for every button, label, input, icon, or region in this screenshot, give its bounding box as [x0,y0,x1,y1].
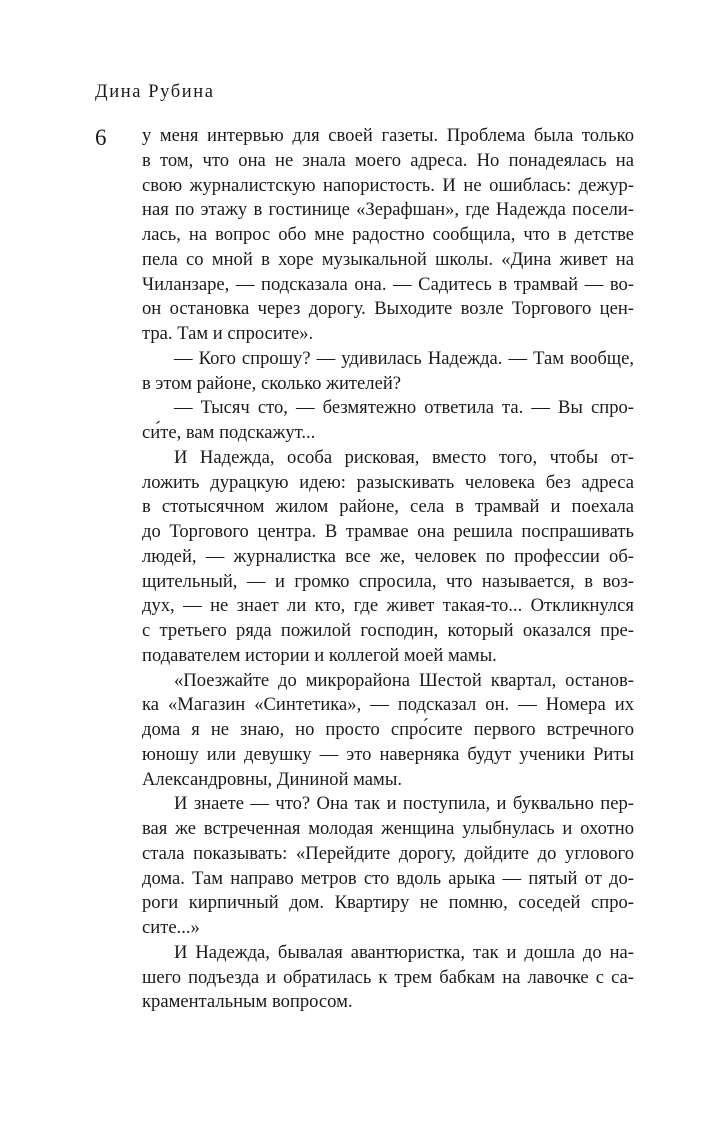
text-line: — Кого спрошу? — удивилась Надежда. — Там вообще, [174,347,634,369]
text-line: щительный, — и громко спросила, что называется, в воз- [142,570,634,592]
text-line: — Тысяч сто, — безмятежно ответила та. — Вы спро- [174,397,634,419]
text-line: людей, — журналистка все же, человек по профессии об- [142,545,634,567]
text-line: юношу или девушку — это наверняка будут ученики Риты [142,743,634,765]
text-line: в стотысячном жилом районе, села в трамвай и поехала [142,496,634,518]
text-line: свою журналистскую напористость. И не ошиблась: дежур- [142,174,634,196]
text-line: краментальным вопросом. [142,991,353,1013]
text-line: сите...» [142,917,200,938]
text-line: подавателем истории и коллегой моей мамы. [142,644,497,666]
text-line: он остановка через дорогу. Выходите возле Торгового цен- [142,298,634,320]
text-line: дух, — не знает ли кто, где живет такая-то... Откликнулся [142,595,634,617]
text-line: шего подъезда и обратилась к трем бабкам на лавочке с са- [142,966,634,988]
text-line: Александровны, Дининой мамы. [142,768,402,790]
text-line: с третьего ряда пожилой господин, который оказался пре- [142,620,634,641]
text-line: в этом районе, сколько жителей? [142,372,402,394]
text-line: до Торгового центра. В трамвае она решила поспрашивать [142,521,634,542]
text-line: «Поезжайте до микрорайона Шестой квартал, останов- [174,669,634,691]
text-line: ка «Магазин «Синтетика», — подсказал он. — Номера их [142,694,634,716]
text-line: дома я не знаю, но просто спро́сите первого встречного [142,719,634,740]
text-line: в том, что она не знала моего адреса. Но понадеялась на [142,149,634,171]
text-line: И Надежда, особа рисковая, вместо того, чтобы от- [174,446,634,468]
text-line: Чиланзаре, — подсказала она. — Садитесь в трамвай — во- [142,273,634,295]
text-line: И знаете — что? Она так и поступила, и буквально пер- [174,793,634,815]
page-number: 6 [95,125,107,150]
text-line: лась, на вопрос обо мне радостно сообщила, что в детстве [142,224,634,245]
text-line: стала показывать: «Перейдите дорогу, дойдите до углового [142,842,634,864]
text-line: вая же встреченная молодая женщина улыбнулась и охотно [142,818,634,839]
text-line: ная по этажу в гостинице «Зерафшан», где Надежда посели- [142,199,634,221]
text-line: ложить дурацкую идею: разыскивать человека без адреса [142,471,634,493]
text-line: си́те, вам подскажут... [142,422,316,443]
text-line: И Надежда, бывалая авантюристка, так и дошла до на- [174,941,634,963]
text-line: у меня интервью для своей газеты. Проблема была только [142,125,634,146]
text-line: роги кирпичный дом. Квартиру не помню, соседей спро- [142,892,634,914]
text-line: тра. Там и спросите». [142,323,314,344]
text-line: дома. Там направо метров сто вдоль арыка — пятый от до- [142,867,634,889]
running-head: Дина Рубина [95,82,215,102]
body-text [142,124,634,1015]
text-line: пела со мной в хоре музыкальной школы. «Дина живет на [142,248,634,270]
